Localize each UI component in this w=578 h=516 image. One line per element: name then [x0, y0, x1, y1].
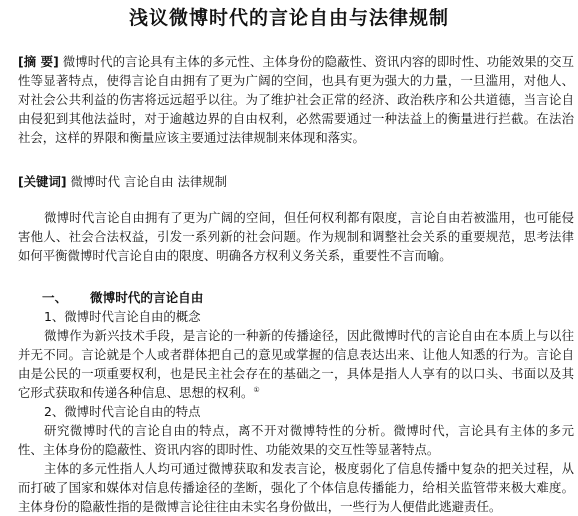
- subsection-heading-1: 1、微博时代言论自由的概念: [44, 309, 201, 324]
- abstract-paragraph: [18, 52, 574, 147]
- body-paragraph-3: 主体的多元性指人人均可通过微博获取和发表言论，极度弱化了信息传播中复杂的把关过程，从而打破了国家和媒体对信息传播途径的垄断，强化了个体信息传播能力，给相关监管带来极大难度。主体身份的隐蔽性指的是微博言论往往由未实名身份做出，一些行为人便借此逃避责任。: [18, 461, 574, 514]
- intro-paragraph: 微博时代言论自由拥有了更为广阔的空间，但任何权利都有限度，言论自由若被滥用，也可能侵害他人、社会合法权益，引发一系列新的社会问题。作为规制和调整社会关系的重要规范，思考法律如何平衡微博时代言论自由的限度、明确各方权利义务关系，重要性不言而喻。: [18, 210, 574, 263]
- body-paragraph-1: [18, 326, 574, 402]
- footnote-marker[interactable]: ①: [253, 385, 260, 394]
- document-title: 浅议微博时代的言论自由与法律规制: [128, 7, 449, 29]
- section-number: 一、: [42, 290, 68, 305]
- keywords-text: 微博时代 言论自由 法律规制: [70, 174, 228, 189]
- subsection-heading-2: 2、微博时代言论自由的特点: [44, 404, 201, 419]
- abstract-text: 微博时代的言论具有主体的多元性、主体身份的隐蔽性、资讯内容的即时性、功能效果的交互性等显著特点，使得言论自由拥有了更为广阔的空间，也具有更为强大的力量，一旦滥用，对他人、对社会公共利益的伤害将远远超乎以往。为了维护社会正常的经济、政治秩序和公共道德，当言论自由侵犯到其他法益时，对于逾越边界的自由权利，必然需要通过一种法益上的衡量进行拦截。在法治社会，这样的界限和衡量应该主要通过法律规制来体现和落实。: [18, 54, 575, 145]
- section-title: 微博时代的言论自由: [90, 290, 204, 305]
- body-paragraph-2: 研究微博时代的言论自由的特点，离不开对微博特性的分析。微博时代，言论具有主体的多元性、主体身份的隐蔽性、资讯内容的即时性、功能效果的交互性等显著特点。: [18, 423, 574, 457]
- keywords-line: [18, 172, 574, 191]
- keywords-label: [关键词]: [18, 174, 67, 189]
- body-paragraph-1-text: 微博作为新兴技术手段，是言论的一种新的传播途径，因此微博时代的言论自由在本质上与以往并无不同。言论就是个人或者群体把自己的意见或掌握的信息表达出来、让他人知悉的行为。言论自由是公民的一项重要权利，也是民主社会存在的基础之一，具体是指人人享有的以口头、书面以及其它形式获取和传递各种信息、思想的权利。: [18, 328, 574, 400]
- abstract-label: [摘 要]: [18, 54, 59, 69]
- section-heading-1: [42, 288, 203, 307]
